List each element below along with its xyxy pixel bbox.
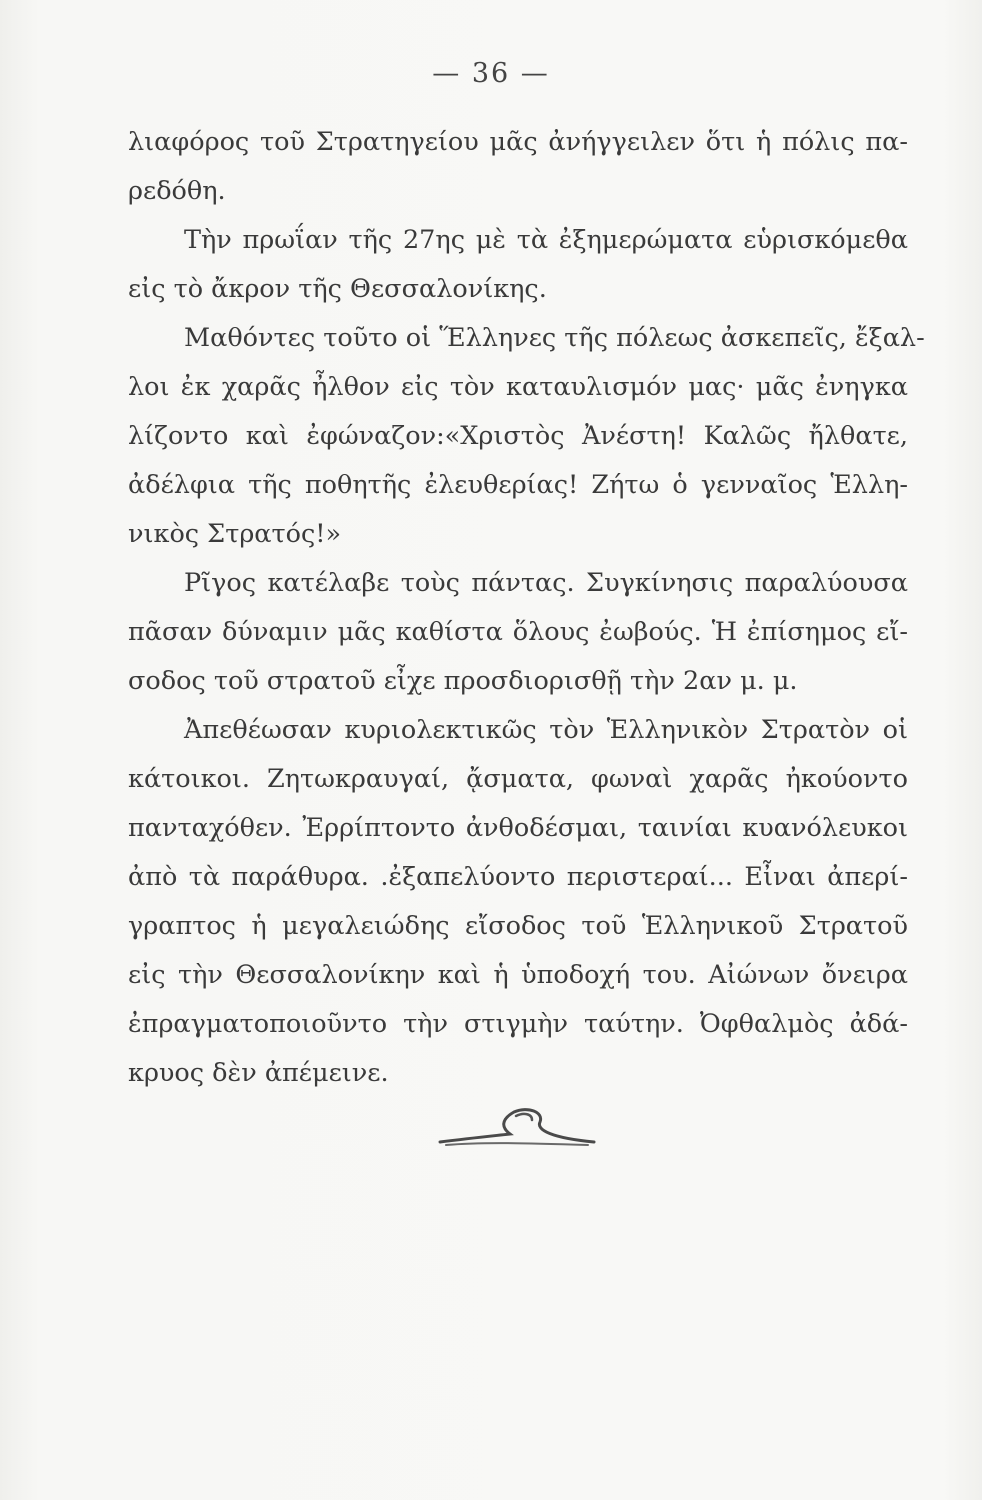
text-line: λιαφόρος τοῦ Στρατηγείου μᾶς ἀνήγγειλεν ὅτι ἡ πόλις πα- — [128, 127, 908, 157]
text-line: ἀπὸ τὰ παράθυρα. .ἐξαπελύοντο περιστεραί... Εἶναι ἀπερί- — [128, 862, 908, 892]
text-line: πανταχόθεν. Ἐρρίπτοντο ἀνθοδέσμαι, ταινίαι κυανόλευκοι — [128, 813, 908, 843]
text-line: Ρῖγος κατέλαβε τοὺς πάντας. Συγκίνησις παραλύουσα — [184, 568, 908, 598]
text-line: ρεδόθη. — [128, 176, 226, 206]
text-line: σοδος τοῦ στρατοῦ εἶχε προσδιορισθῇ τὴν 2αν μ. μ. — [128, 666, 798, 696]
text-line: ἀδέλφια τῆς ποθητῆς ἐλευθερίας! Ζήτω ὁ γενναῖος Ἑλλη- — [128, 470, 908, 500]
page-number: — 36 — — [432, 58, 550, 89]
text-line: λοι ἐκ χαρᾶς ἦλθον εἰς τὸν καταυλισμόν μας· μᾶς ἐνηγκα — [128, 372, 908, 402]
text-line: εἰς τὴν Θεσσαλονίκην καὶ ἡ ὑποδοχή του. Αἰώνων ὄνειρα — [128, 960, 908, 990]
text-line: γραπτος ἡ μεγαλειώδης εἴσοδος τοῦ Ἑλληνικοῦ Στρατοῦ — [128, 911, 908, 941]
text-line: Τὴν πρωΐαν τῆς 27ης μὲ τὰ ἐξημερώματα εὑρισκόμεθα — [184, 225, 908, 255]
text-line: κάτοικοι. Ζητωκραυγαί, ᾄσματα, φωναὶ χαρᾶς ἠκούοντο — [128, 764, 908, 794]
ornament-icon — [432, 1098, 602, 1158]
text-line: κρυος δὲν ἀπέμεινε. — [128, 1058, 389, 1088]
text-line: νικὸς Στρατός!» — [128, 519, 342, 549]
text-line: πᾶσαν δύναμιν μᾶς καθίστα ὅλους ἐωβούς. Ἡ ἐπίσημος εἴ- — [128, 617, 908, 647]
text-line: εἰς τὸ ἄκρον τῆς Θεσσαλονίκης. — [128, 274, 547, 304]
text-line: Μαθόντες τοῦτο οἱ Ἕλληνες τῆς πόλεως ἀσκεπεῖς, ἔξαλ- — [184, 323, 925, 353]
text-line: λίζοντο καὶ ἐφώναζον:«Χριστὸς Ἀνέστη! Καλῶς ἤλθατε, — [128, 421, 908, 451]
body-text — [128, 118, 925, 1098]
text-line: ἐπραγματοποιοῦντο τὴν στιγμὴν ταύτην. Ὀφθαλμὸς ἀδά- — [128, 1009, 908, 1039]
text-line: Ἀπεθέωσαν κυριολεκτικῶς τὸν Ἑλληνικὸν Στρατὸν οἱ — [184, 715, 908, 745]
